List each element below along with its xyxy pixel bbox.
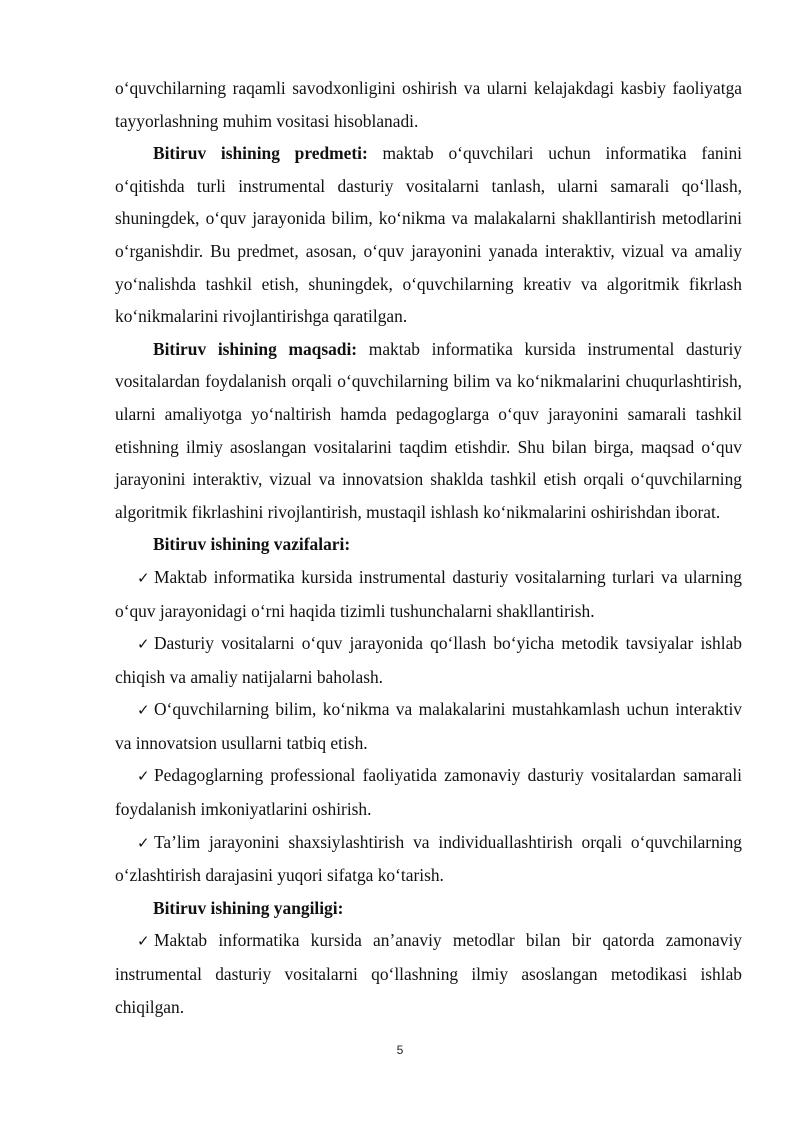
task-item-text: Dasturiy vositalarni o‘quv jarayonida qo‘llash bo‘yicha metodik tavsiyalar ishlab chiqish va amaliy natijalarni baholash. xyxy=(115,633,742,687)
check-mark-icon: ✓ xyxy=(137,833,150,852)
check-mark-icon: ✓ xyxy=(137,932,150,951)
task-item-text: Ta’lim jarayonini shaxsiylashtirish va individuallashtirish orqali o‘quvchilarning o‘zlashtirish darajasini yuqori sifatga ko‘tarish. xyxy=(115,831,742,886)
task-item-text: Maktab informatika kursida instrumental dasturiy vositalarning turlari va ularning o‘quv jarayonidagi o‘rni haqida tizimli tushunchalarni shakllantirish. xyxy=(115,566,742,621)
intro-continuation-paragraph: o‘quvchilarning raqamli savodxonligini oshirish va ularni kelajakdagi kasbiy faoliyatga tayyorlashning muhim vositasi hisoblanadi. xyxy=(115,78,742,131)
goal-text: maktab informatika kursida instrumental dasturiy vositalardan foydalanish orqali o‘quvchilarning bilim va ko‘nikmalarini chuqurlashtirish, ularni amaliyotga yo‘naltirish hamda pedagoglarga o‘quv jarayonini samarali tashkil etishning ilmiy asoslangan vositalarini taqdim etishdir. Shu bilan birga, maqsad o‘quv jarayonini interaktiv, vizual va innovatsion shaklda tashkil etish orqali o‘quvchilarning algoritmik fikrlashini rivojlantirish, mustaqil ishlash ko‘nikmalarini oshirishdan iborat. xyxy=(115,338,743,522)
subject-paragraph xyxy=(115,137,742,333)
task-item xyxy=(115,561,742,627)
task-item-text: Pedagoglarning professional faoliyatida zamonaviy dasturiy vositalardan samarali foydalanish imkoniyatlarini oshirish. xyxy=(115,765,742,820)
novelty-heading: Bitiruv ishining yangiligi: xyxy=(153,897,344,918)
task-item xyxy=(115,627,742,693)
novelty-item-text: Maktab informatika kursida an’anaviy metodlar bilan bir qatorda zamonaviy instrumental dasturiy vositalarni qo‘llashning ilmiy asoslangan metodikasi ishlab chiqilgan. xyxy=(115,930,742,1017)
check-mark-icon: ✓ xyxy=(137,767,150,786)
goal-paragraph xyxy=(115,333,742,529)
check-mark-icon: ✓ xyxy=(137,635,150,654)
document-page xyxy=(115,72,742,1023)
task-item xyxy=(115,759,742,825)
page-number: 5 xyxy=(396,1043,404,1057)
novelty-item xyxy=(115,924,742,1023)
goal-heading: Bitiruv ishining maqsadi: xyxy=(153,338,358,359)
subject-text: maktab o‘quvchilari uchun informatika fanini o‘qitishda turli instrumental dasturiy vositalarni tanlash, ularni samarali qo‘llash, shuningdek, o‘quv jarayonida bilim, ko‘nikma va malakalarni shakllantirish metodlarini o‘rganishdir. Bu predmet, asosan, o‘quv jarayonini yanada interaktiv, vizual va amaliy yo‘nalishda tashkil etish, shuningdek, o‘quvchilarning kreativ va algoritmik fikrlash ko‘nikmalarini rivojlantirishga qaratilgan. xyxy=(115,143,742,327)
check-mark-icon: ✓ xyxy=(137,701,150,720)
task-item-text: O‘quvchilarning bilim, ko‘nikma va malakalarini mustahkamlash uchun interaktiv va innovatsion usullarni tatbiq etish. xyxy=(115,699,742,753)
task-item xyxy=(115,826,742,892)
subject-heading: Bitiruv ishining predmeti: xyxy=(153,143,368,164)
task-item xyxy=(115,693,742,759)
check-mark-icon: ✓ xyxy=(137,568,150,587)
tasks-heading: Bitiruv ishining vazifalari: xyxy=(153,534,351,555)
